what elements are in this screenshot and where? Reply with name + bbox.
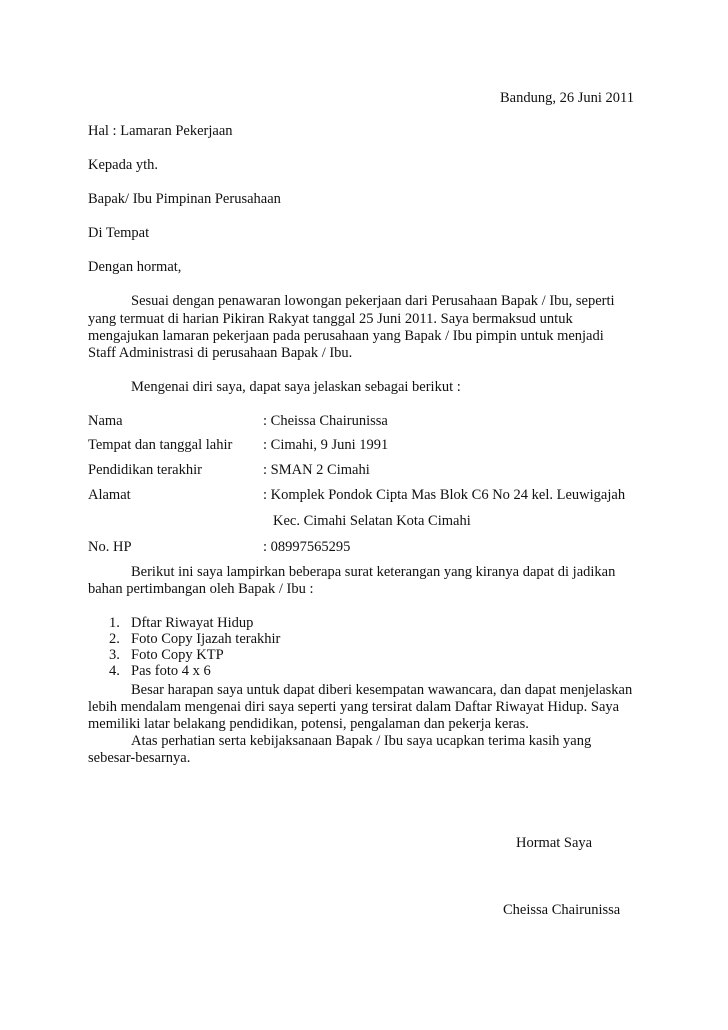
list-text: Dftar Riwayat Hidup [131, 615, 254, 631]
place-date: Bandung, 26 Juni 2011 [500, 90, 634, 106]
bio-label: Tempat dan tanggal lahir [88, 437, 233, 453]
closing-phrase: Hormat Saya [516, 835, 593, 851]
paragraph-line: memiliki latar belakang pendidikan, potensi, pengalaman dan pekerja keras. [88, 716, 529, 732]
paragraph-line: yang termuat di harian Pikiran Rakyat tanggal 25 Juni 2011. Saya bermaksud untuk [88, 311, 573, 327]
bio-label: No. HP [88, 539, 132, 555]
paragraph-line: Berikut ini saya lampirkan beberapa surat keterangan yang kiranya dapat di jadikan [131, 564, 616, 580]
paragraph-line: bahan pertimbangan oleh Bapak / Ibu : [88, 581, 314, 597]
paragraph-line: Staff Administrasi di perusahaan Bapak / Ibu. [88, 345, 353, 361]
paragraph-line: Atas perhatian serta kebijaksanaan Bapak / Ibu saya ucapkan terima kasih yang [131, 733, 592, 749]
bio-label: Nama [88, 413, 123, 429]
bio-value: : 08997565295 [263, 539, 351, 555]
bio-value: : Cimahi, 9 Juni 1991 [263, 437, 389, 453]
paragraph-line: mengajukan lamaran pekerjaan pada perusahaan yang Bapak / Ibu pimpin untuk menjadi [88, 328, 604, 344]
to-line: Kepada yth. [88, 157, 159, 173]
list-number: 3. [109, 647, 120, 663]
paragraph-line: Sesuai dengan penawaran lowongan pekerjaan dari Perusahaan Bapak / Ibu, seperti [131, 293, 615, 309]
paragraph-line: sebesar-besarnya. [88, 750, 191, 766]
bio-value: : Cheissa Chairunissa [263, 413, 388, 429]
paragraph-line: lebih mendalam mengenai diri saya seperti yang tersirat dalam Daftar Riwayat Hidup. Saya [88, 699, 620, 715]
list-number: 1. [109, 615, 120, 631]
list-text: Foto Copy Ijazah terakhir [131, 631, 281, 647]
subject-line: Hal : Lamaran Pekerjaan [88, 123, 233, 139]
location-line: Di Tempat [88, 225, 150, 241]
paragraph-line: Besar harapan saya untuk dapat diberi kesempatan wawancara, dan dapat menjelaskan [131, 682, 633, 698]
bio-intro: Mengenai diri saya, dapat saya jelaskan sebagai berikut : [131, 379, 461, 395]
bio-label: Pendidikan terakhir [88, 462, 202, 478]
list-number: 4. [109, 663, 120, 679]
salutation: Dengan hormat, [88, 259, 182, 275]
bio-value: : SMAN 2 Cimahi [263, 462, 370, 478]
list-text: Foto Copy KTP [131, 647, 224, 663]
bio-value: : Komplek Pondok Cipta Mas Blok C6 No 24 kel. Leuwigajah [263, 487, 626, 503]
signature-name: Cheissa Chairunissa [503, 902, 621, 918]
list-number: 2. [109, 631, 120, 647]
list-text: Pas foto 4 x 6 [131, 663, 211, 679]
recipient-line: Bapak/ Ibu Pimpinan Perusahaan [88, 191, 281, 207]
bio-value: Kec. Cimahi Selatan Kota Cimahi [273, 513, 471, 529]
bio-label: Alamat [88, 487, 131, 503]
